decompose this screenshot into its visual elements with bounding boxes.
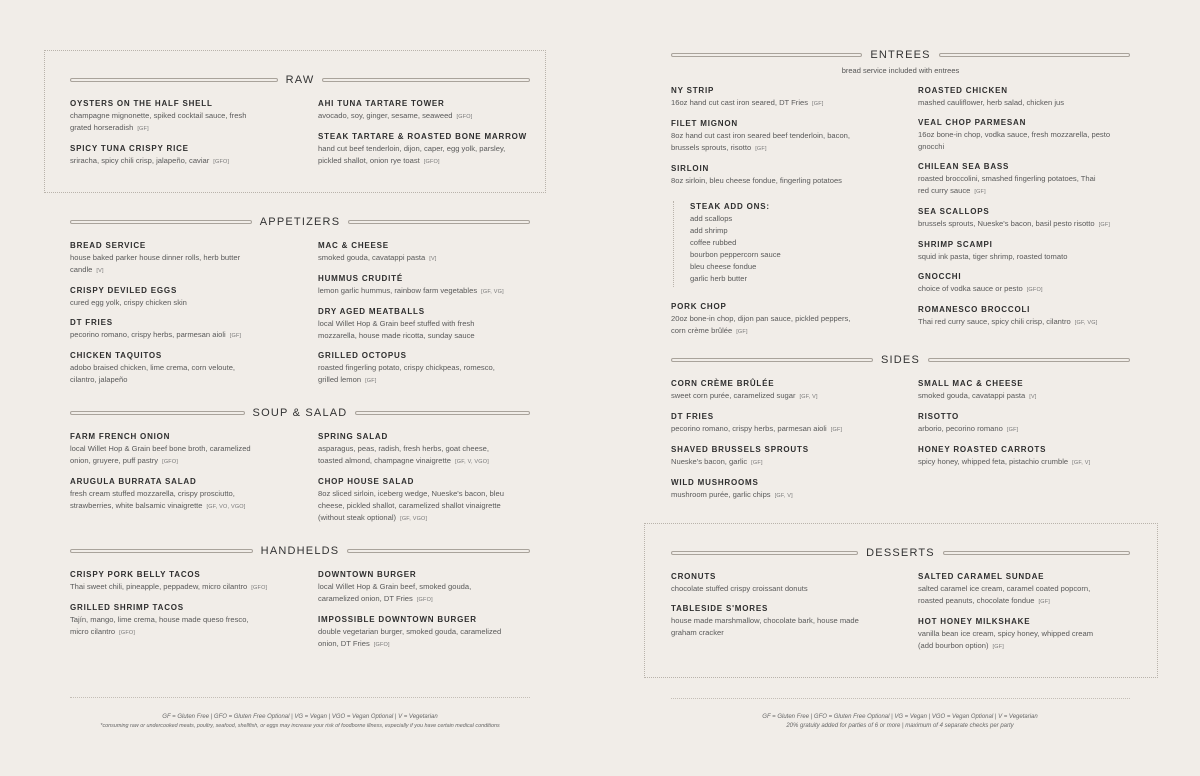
dietary-tag: [GFO]	[423, 159, 440, 165]
item-description	[70, 252, 300, 277]
menu-item	[318, 240, 530, 265]
menu-item	[918, 117, 1130, 153]
menu-item	[918, 616, 1130, 653]
item-description-text: cured egg yolk, crispy chicken skin	[70, 298, 187, 307]
section-raw	[70, 73, 530, 165]
menu-item	[918, 239, 1130, 263]
item-description	[318, 318, 530, 342]
item-description-text: adobo braised chicken, lime crema, corn veloute, cilantro, jalapeño	[70, 363, 236, 384]
item-description-text: chocolate stuffed crispy croissant donuts	[671, 584, 808, 593]
menu-item	[318, 614, 530, 651]
section-soup-salad	[70, 406, 530, 522]
dietary-tag: [GF]	[812, 101, 824, 107]
dietary-tag: [GFO]	[456, 114, 473, 120]
item-name: SIRLOIN	[671, 164, 710, 173]
dietary-tag: [GF]	[1038, 599, 1051, 605]
item-name: VEAL CHOP PARMESAN	[918, 118, 1027, 127]
dietary-tag: [GFO]	[373, 642, 390, 648]
dietary-tag: [GF, V]	[774, 493, 793, 499]
add-on-item: add scallops	[690, 214, 733, 223]
menu-column	[318, 98, 530, 176]
menu-item	[918, 271, 1130, 296]
dietary-tag: [GFO]	[162, 459, 179, 465]
menu-item	[671, 163, 900, 187]
item-name: DT FRIES	[671, 412, 714, 421]
item-description	[318, 626, 530, 651]
item-description	[671, 97, 900, 110]
section-header	[671, 48, 1130, 62]
dietary-tag: [GFO]	[213, 159, 230, 165]
item-description-text: roasted fingerling potato, crispy chickpeas, romesco, grilled lemon	[318, 363, 495, 384]
menu-item	[671, 118, 900, 155]
header-rule-right	[347, 549, 530, 553]
menu-item	[671, 411, 900, 436]
item-name: FILET MIGNON	[671, 119, 738, 128]
menu-item	[318, 306, 530, 342]
item-description-text: pecorino romano, crispy herbs, parmesan aioli	[671, 424, 827, 433]
section-title: SOUP & SALAD	[252, 407, 348, 419]
header-rule-left	[671, 358, 873, 362]
gratuity-note: 20% gratuity added for parties of 6 or more | maximum of 4 separate checks per party	[786, 723, 1014, 729]
menu-item-pork-chop	[671, 301, 901, 338]
item-description	[671, 456, 900, 469]
item-description-text: mushroom purée, garlic chips	[671, 490, 771, 499]
item-description	[671, 175, 900, 187]
header-rule-left	[70, 78, 278, 82]
item-description	[918, 173, 1130, 198]
item-name: SPICY TUNA CRISPY RICE	[70, 144, 189, 153]
item-description	[671, 130, 900, 155]
item-description	[318, 443, 530, 468]
item-description-text: 16oz hand cut cast iron seared, DT Fries	[671, 98, 809, 107]
menu-column	[918, 85, 1130, 337]
item-description-text: 8oz sirloin, bleu cheese fondue, fingerling potatoes	[671, 176, 842, 185]
dietary-tag: [GF, VG]	[481, 289, 504, 295]
section-title: HANDHELDS	[260, 545, 340, 557]
item-description	[918, 129, 1130, 153]
dietary-tag: [V]	[96, 268, 104, 274]
item-description	[318, 110, 530, 123]
item-description	[70, 443, 300, 468]
dietary-tag: [GF, V]	[799, 394, 818, 400]
section-header	[70, 406, 530, 420]
menu-item	[918, 378, 1130, 403]
item-name: CHILEAN SEA BASS	[918, 162, 1010, 171]
item-name: RISOTTO	[918, 412, 960, 421]
item-name: CORN CRÈME BRÛLÉE	[671, 379, 775, 388]
item-name: SHRIMP SCAMPI	[918, 240, 993, 249]
item-description	[318, 581, 530, 606]
item-name: SEA SCALLOPS	[918, 207, 990, 216]
menu-item	[918, 571, 1130, 608]
menu-item	[918, 304, 1130, 329]
item-description	[318, 143, 530, 168]
item-description	[918, 218, 1130, 231]
section-subtitle: bread service included with entrees	[841, 66, 960, 75]
add-on-item: add shrimp	[690, 226, 728, 235]
menu-item	[318, 98, 530, 123]
item-name: CRISPY PORK BELLY TACOS	[70, 570, 201, 579]
item-description-text: double vegetarian burger, smoked gouda, caramelized onion, DT Fries	[318, 627, 502, 648]
dietary-tag: [GF]	[830, 427, 843, 433]
menu-item	[70, 431, 300, 468]
item-description	[671, 615, 900, 639]
section-header	[70, 544, 530, 558]
dietary-tag: [V]	[429, 256, 437, 262]
item-description	[70, 110, 300, 135]
header-rule-right	[355, 411, 530, 415]
header-rule-left	[671, 53, 862, 57]
dietary-tag: [GFO]	[119, 630, 136, 636]
dietary-tag: [GF, VGO]	[400, 516, 428, 522]
menu-item	[70, 602, 300, 639]
item-name: ARUGULA BURRATA SALAD	[70, 477, 197, 486]
item-description-text: asparagus, peas, radish, fresh herbs, goat cheese, toasted almond, champagne vinaigrette	[318, 444, 489, 465]
item-description-text: Thai red curry sauce, spicy chili crisp, cilantro	[918, 317, 1071, 326]
item-description-text: fresh cream stuffed mozzarella, crispy prosciutto, strawberries, white balsamic vinaigrette	[70, 489, 235, 510]
menu-item	[918, 444, 1130, 469]
item-name: STEAK TARTARE & ROASTED BONE MARROW	[318, 132, 528, 141]
item-description-text: Tajín, mango, lime crema, house made queso fresco, micro cilantro	[70, 615, 249, 636]
item-name: SPRING SALAD	[318, 432, 389, 441]
dietary-tag: [GFO]	[416, 597, 433, 603]
item-description	[671, 390, 900, 403]
header-rule-right	[939, 53, 1130, 57]
item-description	[70, 614, 300, 639]
menu-column	[318, 431, 530, 533]
item-description-text: vanilla bean ice cream, spicy honey, whipped cream (add bourbon option)	[918, 629, 1094, 650]
item-description	[70, 297, 300, 309]
dietary-tag: [V]	[1029, 394, 1037, 400]
menu-item	[918, 411, 1130, 436]
menu-column	[918, 378, 1130, 477]
item-name: NY STRIP	[671, 86, 715, 95]
item-name: OYSTERS ON THE HALF SHELL	[70, 99, 213, 108]
item-description-text: 8oz sliced sirloin, iceberg wedge, Nueske's bacon, bleu cheese, pickled shallot, caramelized shallot vinaigrette (without steak optional)	[318, 489, 504, 522]
item-description	[918, 456, 1130, 469]
item-name: GRILLED SHRIMP TACOS	[70, 603, 184, 612]
item-name: DT FRIES	[70, 318, 113, 327]
item-name: ROMANESCO BROCCOLI	[918, 305, 1031, 314]
item-description-text: brussels sprouts, Nueske's bacon, basil pesto risotto	[918, 219, 1095, 228]
section-title: SIDES	[881, 354, 921, 366]
menu-column	[70, 569, 300, 647]
dietary-tag: [GF]	[974, 189, 986, 195]
item-description-text: local Willet Hop & Grain beef, smoked gouda, caramelized onion, DT Fries	[318, 582, 472, 603]
item-name: GRILLED OCTOPUS	[318, 351, 407, 360]
item-name: TABLESIDE S'MORES	[671, 604, 769, 613]
section-header	[70, 73, 530, 87]
menu-item	[70, 143, 300, 168]
header-rule-left	[671, 551, 858, 555]
item-name: GNOCCHI	[918, 272, 962, 281]
menu-item	[70, 240, 300, 277]
footer-divider-left	[70, 697, 530, 698]
section-header	[70, 215, 530, 229]
menu-item	[318, 273, 530, 298]
menu-column	[318, 569, 530, 659]
menu-item	[70, 350, 300, 386]
dietary-tag: [GF]	[755, 146, 767, 152]
item-description-text: Thai sweet chili, pineapple, peppadew, micro cilantro	[70, 582, 248, 591]
item-description	[70, 488, 300, 513]
item-name: FARM FRENCH ONION	[70, 432, 171, 441]
dietary-tag: [GFO]	[251, 585, 268, 591]
menu-item	[671, 571, 900, 595]
item-name: CHOP HOUSE SALAD	[318, 477, 415, 486]
menu-column	[70, 98, 300, 176]
item-name: MAC & CHEESE	[318, 241, 389, 250]
menu-item	[318, 569, 530, 606]
item-name: AHI TUNA TARTARE TOWER	[318, 99, 445, 108]
add-on-item: bourbon peppercorn sauce	[690, 250, 781, 259]
menu-column	[671, 378, 900, 510]
header-rule-right	[348, 220, 530, 224]
add-on-item: coffee rubbed	[690, 238, 737, 247]
menu-item	[671, 603, 900, 639]
menu-item	[318, 476, 530, 525]
item-description-text: squid ink pasta, tiger shrimp, roasted tomato	[918, 252, 1068, 261]
dietary-tag: [GF]	[229, 333, 242, 339]
item-description-text: local Willet Hop & Grain beef bone broth, caramelized onion, gruyere, puff pastry	[70, 444, 251, 465]
menu-column	[671, 85, 900, 195]
item-description-text: salted caramel ice cream, caramel coated popcorn, roasted peanuts, chocolate fondue	[918, 584, 1091, 605]
dietary-tag: [GF]	[365, 378, 377, 384]
item-description-text: sweet corn purée, caramelized sugar	[671, 391, 796, 400]
menu-item	[70, 98, 300, 135]
item-name: CRISPY DEVILED EGGS	[70, 286, 178, 295]
header-rule-right	[928, 358, 1130, 362]
item-description-text: house baked parker house dinner rolls, herb butter candle	[70, 253, 241, 274]
item-name: SHAVED BRUSSELS SPROUTS	[671, 445, 809, 454]
item-name: DRY AGED MEATBALLS	[318, 307, 425, 316]
section-title: APPETIZERS	[259, 216, 341, 228]
item-description	[918, 423, 1130, 436]
item-description-text: 8oz hand cut cast iron seared beef tenderloin, bacon, brussels sprouts, risotto	[671, 131, 850, 152]
item-description-text: Nueske's bacon, garlic	[671, 457, 748, 466]
item-name: CHICKEN TAQUITOS	[70, 351, 163, 360]
dietary-tag: [GF]	[1006, 427, 1019, 433]
dietary-tag: [GF]	[137, 126, 149, 132]
menu-column	[918, 571, 1130, 661]
menu-item	[671, 444, 900, 469]
menu-column	[318, 240, 530, 395]
item-description	[318, 285, 530, 298]
menu-item	[318, 131, 530, 168]
dietary-tag: [GF]	[1098, 222, 1111, 228]
item-description-text: choice of vodka sauce or pesto	[918, 284, 1023, 293]
item-name: SALTED CARAMEL SUNDAE	[918, 572, 1045, 581]
item-description-text: house made marshmallow, chocolate bark, house made graham cracker	[671, 616, 859, 637]
item-description	[671, 583, 900, 595]
footer-divider-right	[671, 698, 1130, 699]
section-desserts	[671, 546, 1130, 650]
item-name: BREAD SERVICE	[70, 241, 147, 250]
section-sides	[671, 353, 1130, 499]
section-appetizers	[70, 215, 530, 384]
item-description-text: pecorino romano, crispy herbs, parmesan aioli	[70, 330, 226, 339]
item-description-text: hand cut beef tenderloin, dijon, caper, egg yolk, parsley, pickled shallot, onion rye toast	[318, 144, 506, 165]
menu-item	[318, 350, 530, 387]
menu-item	[318, 431, 530, 468]
item-description-text: mashed cauliflower, herb salad, chicken jus	[918, 98, 1065, 107]
item-name: DOWNTOWN BURGER	[318, 570, 417, 579]
item-description	[918, 390, 1130, 403]
menu-item	[671, 378, 900, 403]
section-title: DESSERTS	[866, 547, 935, 559]
item-description	[318, 362, 530, 387]
item-description	[70, 362, 300, 386]
item-description-text: local Willet Hop & Grain beef stuffed with fresh mozzarella, house made ricotta, sunday sauce	[318, 319, 475, 340]
menu-item	[70, 285, 300, 309]
item-description-text: avocado, soy, ginger, sesame, seaweed	[318, 111, 453, 120]
menu-column	[671, 571, 900, 647]
item-name: HUMMUS CRUDITÉ	[318, 274, 403, 283]
item-description	[918, 283, 1130, 296]
header-rule-left	[70, 411, 245, 415]
item-description-text: arborio, pecorino romano	[918, 424, 1003, 433]
menu-column	[70, 431, 300, 521]
item-description-text: spicy honey, whipped feta, pistachio crumble	[918, 457, 1069, 466]
footer-left	[44, 713, 556, 731]
item-description-text: lemon garlic hummus, rainbow farm vegetables	[318, 286, 478, 295]
section-title: ENTREES	[870, 49, 931, 61]
item-description-text: sriracha, spicy chili crisp, jalapeño, caviar	[70, 156, 210, 165]
item-name: IMPOSSIBLE DOWNTOWN BURGER	[318, 615, 477, 624]
menu-item	[918, 206, 1130, 231]
item-description	[918, 97, 1130, 109]
item-description-text: roasted broccolini, smashed fingerling potatoes, Thai red curry sauce	[918, 174, 1096, 195]
item-description	[918, 251, 1130, 263]
header-rule-right	[322, 78, 530, 82]
menu-item	[70, 476, 300, 513]
item-description-text: smoked gouda, cavatappi pasta	[318, 253, 426, 262]
section-handhelds	[70, 544, 530, 648]
section-header	[671, 546, 1130, 560]
item-name: PORK CHOP	[671, 302, 727, 311]
item-description-text: 20oz bone-in chop, dijon pan sauce, pickled peppers, corn crème brûlée	[671, 314, 851, 335]
item-name: ROASTED CHICKEN	[918, 86, 1008, 95]
menu-item	[671, 85, 900, 110]
menu-item	[671, 477, 900, 502]
dietary-tag: [GF]	[736, 329, 748, 335]
item-name: CRONUTS	[671, 572, 717, 581]
dietary-tag: [GF]	[992, 644, 1005, 650]
item-description-text: smoked gouda, cavatappi pasta	[918, 391, 1026, 400]
item-name: SMALL MAC & CHEESE	[918, 379, 1024, 388]
section-header	[671, 353, 1130, 367]
add-on-item: bleu cheese fondue	[690, 262, 757, 271]
header-rule-left	[70, 549, 253, 553]
item-description-text: champagne mignonette, spiked cocktail sauce, fresh grated horseradish	[70, 111, 247, 132]
dietary-tag: [GF, V, VGO]	[454, 459, 489, 465]
header-rule-right	[943, 551, 1130, 555]
item-description	[671, 489, 900, 502]
header-rule-left	[70, 220, 252, 224]
footer-right	[644, 713, 1156, 731]
item-description	[70, 155, 300, 168]
steak-add-ons	[673, 201, 781, 287]
dietary-tag: [GF]	[751, 460, 763, 466]
add-on-item: garlic herb butter	[690, 274, 747, 283]
item-name: WILD MUSHROOMS	[671, 478, 759, 487]
menu-item	[70, 569, 300, 594]
consumer-advisory: *consuming raw or undercooked meats, poultry, seafood, shellfish, or eggs may increase your risk of foodborne illness, especially if you have certain medical conditions	[100, 723, 500, 729]
item-name: HONEY ROASTED CARROTS	[918, 445, 1047, 454]
dietary-tag: [GFO]	[1026, 287, 1043, 293]
dietary-tag: [GF, VG]	[1074, 320, 1098, 326]
dietary-tag: [GF, VO, VGO]	[206, 504, 246, 510]
item-description	[671, 423, 900, 436]
item-description	[918, 316, 1130, 329]
section-title: RAW	[285, 74, 315, 86]
menu-item	[918, 161, 1130, 198]
item-description	[918, 628, 1130, 653]
steak-add-ons-title: STEAK ADD ONS:	[690, 202, 770, 211]
item-name: HOT HONEY MILKSHAKE	[918, 617, 1031, 626]
item-description	[318, 252, 530, 265]
item-description	[70, 581, 300, 594]
item-description-text: 16oz bone-in chop, vodka sauce, fresh mozzarella, pesto gnocchi	[918, 130, 1111, 151]
item-description	[918, 583, 1130, 608]
dietary-tag: [GF, V]	[1072, 460, 1091, 466]
item-description	[318, 488, 530, 525]
menu-item	[918, 85, 1130, 109]
dietary-legend: GF = Gluten Free | GFO = Gluten Free Optional | VG = Vegan | VGO = Vegan Optional | V = Vegetarian	[162, 714, 438, 720]
item-description	[70, 329, 300, 342]
menu-column	[70, 240, 300, 394]
item-description	[671, 313, 901, 338]
dietary-legend: GF = Gluten Free | GFO = Gluten Free Optional | VG = Vegan | VGO = Vegan Optional | V = Vegetarian	[762, 714, 1038, 720]
menu-item	[70, 317, 300, 342]
